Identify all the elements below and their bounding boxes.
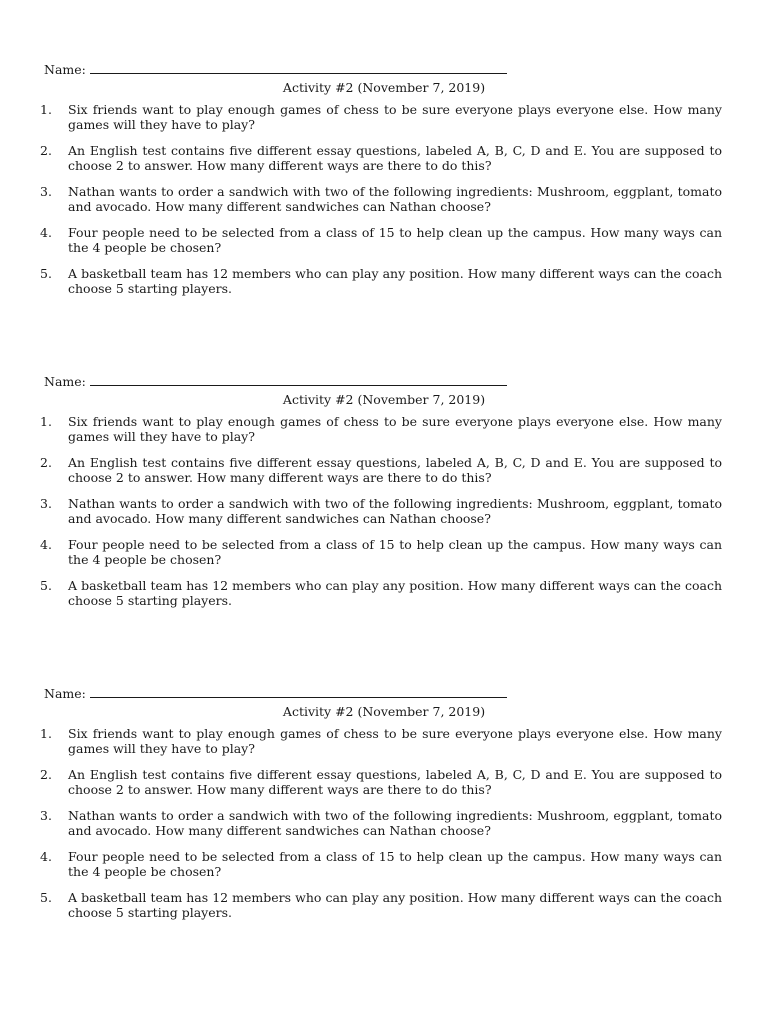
question-text: An English test contains five different essay questions, labeled A, B, C, D and E. You are supposed to choose 2 to answer. How many different ways are there to do this? xyxy=(68,767,722,797)
name-blank[interactable] xyxy=(90,62,507,74)
question-text: Nathan wants to order a sandwich with two of the following ingredients: Mushroom, eggplant, tomato and avocado. How many different sandwiches can Nathan choose? xyxy=(68,808,722,838)
question-number: 1. xyxy=(40,102,52,117)
question-list xyxy=(0,103,768,308)
question-item xyxy=(0,185,768,226)
question-number: 2. xyxy=(40,143,52,158)
question-item xyxy=(0,538,768,579)
question-item xyxy=(0,727,768,768)
question-number: 1. xyxy=(40,414,52,429)
name-label: Name: xyxy=(44,686,86,701)
question-item xyxy=(0,850,768,891)
question-number: 5. xyxy=(40,578,52,593)
question-item xyxy=(0,579,768,620)
question-text: Six friends want to play enough games of chess to be sure everyone plays everyone else. How many games will they have to play? xyxy=(68,414,722,444)
name-line xyxy=(44,62,507,78)
name-blank[interactable] xyxy=(90,686,507,698)
question-number: 1. xyxy=(40,726,52,741)
question-text: Four people need to be selected from a class of 15 to help clean up the campus. How many ways can the 4 people be chosen? xyxy=(68,537,722,567)
question-text: An English test contains five different essay questions, labeled A, B, C, D and E. You are supposed to choose 2 to answer. How many different ways are there to do this? xyxy=(68,455,722,485)
question-text: Four people need to be selected from a class of 15 to help clean up the campus. How many ways can the 4 people be chosen? xyxy=(68,225,722,255)
question-number: 2. xyxy=(40,455,52,470)
question-number: 3. xyxy=(40,496,52,511)
question-text: A basketball team has 12 members who can play any position. How many different ways can the coach choose 5 starting players. xyxy=(68,890,722,920)
question-text: An English test contains five different essay questions, labeled A, B, C, D and E. You are supposed to choose 2 to answer. How many different ways are there to do this? xyxy=(68,143,722,173)
question-item xyxy=(0,497,768,538)
question-number: 4. xyxy=(40,225,52,240)
question-text: A basketball team has 12 members who can play any position. How many different ways can the coach choose 5 starting players. xyxy=(68,578,722,608)
question-item xyxy=(0,456,768,497)
question-number: 4. xyxy=(40,537,52,552)
question-text: Nathan wants to order a sandwich with two of the following ingredients: Mushroom, eggplant, tomato and avocado. How many different sandwiches can Nathan choose? xyxy=(68,184,722,214)
question-item xyxy=(0,267,768,308)
question-number: 2. xyxy=(40,767,52,782)
question-number: 5. xyxy=(40,890,52,905)
name-label: Name: xyxy=(44,374,86,389)
activity-title: Activity #2 (November 7, 2019) xyxy=(282,704,486,719)
question-item xyxy=(0,768,768,809)
question-item xyxy=(0,891,768,932)
question-text: Six friends want to play enough games of chess to be sure everyone plays everyone else. How many games will they have to play? xyxy=(68,726,722,756)
name-line xyxy=(44,374,507,390)
activity-title: Activity #2 (November 7, 2019) xyxy=(282,80,486,95)
question-item xyxy=(0,809,768,850)
question-number: 3. xyxy=(40,808,52,823)
question-item xyxy=(0,144,768,185)
name-blank[interactable] xyxy=(90,374,507,386)
question-list xyxy=(0,415,768,620)
question-number: 5. xyxy=(40,266,52,281)
activity-title: Activity #2 (November 7, 2019) xyxy=(282,392,486,407)
question-number: 4. xyxy=(40,849,52,864)
question-text: Four people need to be selected from a class of 15 to help clean up the campus. How many ways can the 4 people be chosen? xyxy=(68,849,722,879)
question-item xyxy=(0,103,768,144)
question-item xyxy=(0,226,768,267)
name-line xyxy=(44,686,507,702)
question-number: 3. xyxy=(40,184,52,199)
question-text: Six friends want to play enough games of chess to be sure everyone plays everyone else. How many games will they have to play? xyxy=(68,102,722,132)
question-text: Nathan wants to order a sandwich with two of the following ingredients: Mushroom, eggplant, tomato and avocado. How many different sandwiches can Nathan choose? xyxy=(68,496,722,526)
question-text: A basketball team has 12 members who can play any position. How many different ways can the coach choose 5 starting players. xyxy=(68,266,722,296)
question-item xyxy=(0,415,768,456)
name-label: Name: xyxy=(44,62,86,77)
question-list xyxy=(0,727,768,932)
